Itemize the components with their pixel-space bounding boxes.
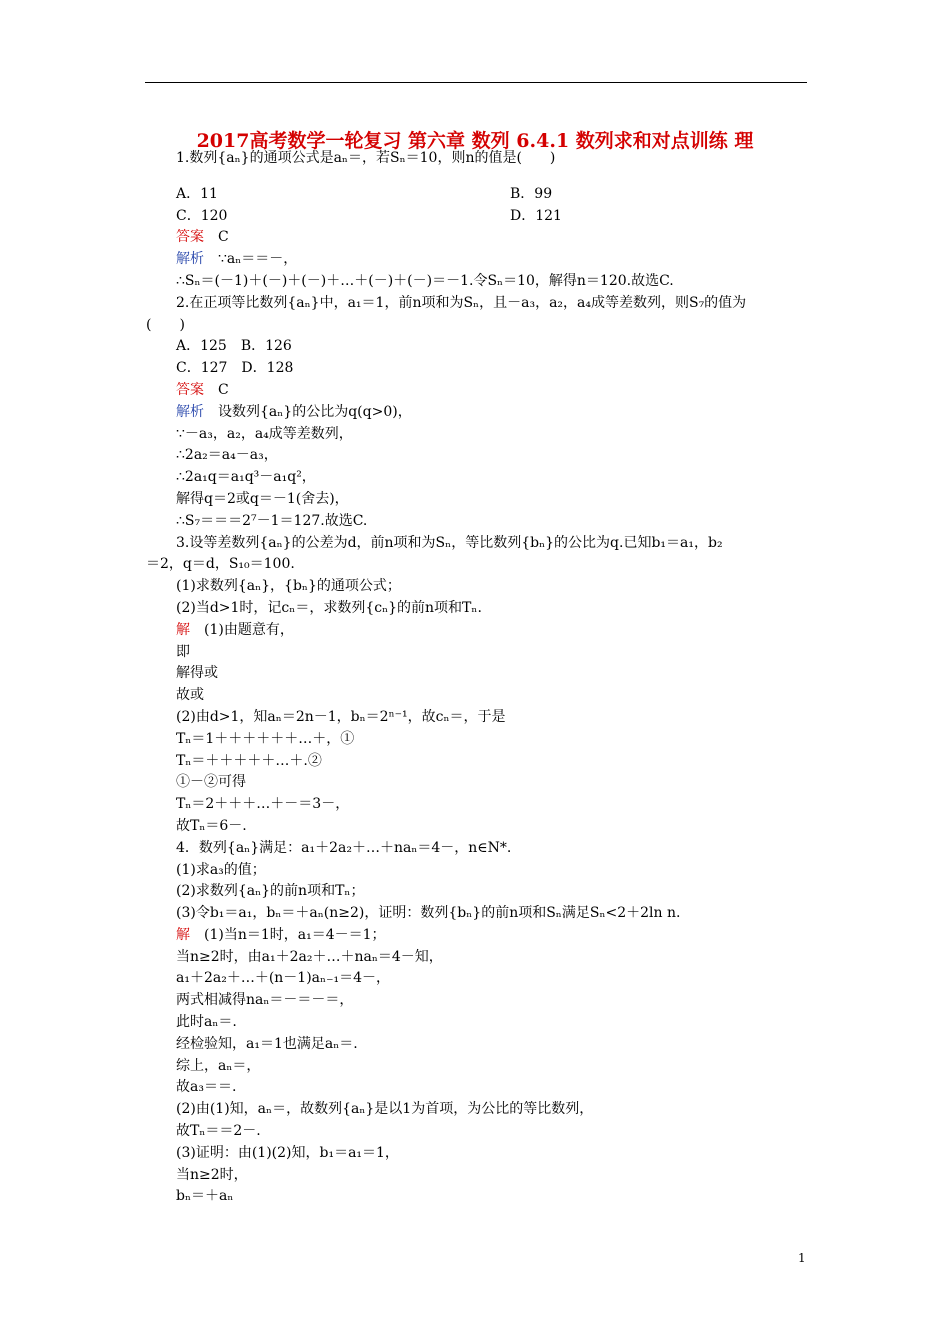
q3-part: (2)当d>1时，记cₙ＝，求数列{cₙ}的前n项和Tₙ. — [176, 599, 482, 616]
q1-option-a: A．11 — [176, 185, 218, 202]
analysis-label: 解析 — [176, 403, 204, 420]
q2-line: ∴2a₂＝a₄－a₃， — [176, 447, 278, 464]
document-title: 2017高考数学一轮复习 第六章 数列 6.4.1 数列求和对点训练 理 — [196, 130, 754, 152]
q2-analysis — [176, 402, 816, 424]
answer-value: C — [218, 229, 229, 246]
q3-line: (2)由d>1，知aₙ＝2n－1，bₙ＝2ⁿ⁻¹，故cₙ＝，于是 — [176, 708, 506, 725]
q4-line: 当n≥2时， — [176, 1166, 248, 1183]
analysis-text: ∵aₙ＝＝－， — [218, 251, 298, 268]
q2-options-cd: C．127 D．128 — [176, 360, 294, 377]
q3-line: Tₙ＝2＋＋＋…＋－＝3－， — [176, 796, 350, 813]
solution-text: (1)当n＝1时，a₁＝4－＝1； — [204, 926, 386, 943]
q3-line: 故或 — [176, 687, 204, 704]
q2-answer — [176, 380, 816, 402]
q3-line: 解得或 — [176, 665, 218, 682]
q1-stem: 1.数列{aₙ}的通项公式是aₙ＝，若Sₙ＝10，则n的值是( ) — [176, 150, 556, 166]
q2-stem-cont: ( ) — [146, 316, 185, 333]
q4-line: a₁＋2a₂＋…＋(n－1)aₙ₋₁＝4－， — [176, 970, 390, 987]
q2-line: ∴2a₁q＝a₁q³－a₁q²， — [176, 469, 316, 486]
q4-line: bₙ＝＋aₙ — [176, 1188, 234, 1205]
header-rule — [145, 82, 807, 83]
q4-part: (3)令b₁＝a₁，bₙ＝＋aₙ(n≥2)，证明：数列{bₙ}的前n项和Sₙ满足Sₙ<2＋2ln n. — [176, 905, 681, 922]
q4-line: 故a₃＝＝. — [176, 1079, 237, 1096]
q3-stem-cont: ＝2，q＝d，S₁₀＝100. — [146, 556, 295, 573]
q4-line: 综上，aₙ＝， — [176, 1057, 261, 1074]
q2-options-ab: A．125 B．126 — [176, 338, 292, 355]
q1-answer — [176, 227, 816, 249]
q4-line: 经检验知，a₁＝1也满足aₙ＝. — [176, 1035, 358, 1052]
answer-label: 答案 — [176, 229, 204, 246]
q3-line: Tₙ＝＋＋＋＋＋…＋.② — [176, 752, 322, 769]
q1-line: ∴Sₙ＝(－1)＋(－)＋(－)＋…＋(－)＋(－)＝－1.令Sₙ＝10，解得n＝120.故选C. — [176, 272, 674, 289]
q3-part: (1)求数列{aₙ}，{bₙ}的通项公式； — [176, 578, 401, 595]
q4-part: (1)求a₃的值； — [176, 861, 266, 878]
page-number: 1 — [798, 1251, 806, 1265]
answer-value: C — [218, 381, 229, 398]
analysis-label: 解析 — [176, 251, 204, 268]
q4-line: 两式相减得naₙ＝－＝－＝， — [176, 992, 354, 1009]
q2-stem: 2.在正项等比数列{aₙ}中，a₁＝1，前n项和为Sₙ，且－a₃，a₂，a₄成等差数列，则S₇的值为 — [176, 294, 747, 311]
q2-line: 解得q＝2或q＝－1(舍去)， — [176, 490, 349, 507]
q4-line: (2)由(1)知，aₙ＝，故数列{aₙ}是以1为首项，为公比的等比数列， — [176, 1101, 594, 1118]
q4-solution — [176, 925, 816, 947]
q1-option-b: B．99 — [510, 185, 553, 202]
q1-option-d: D．121 — [510, 207, 562, 224]
q3-line: Tₙ＝1＋＋＋＋＋＋…＋，① — [176, 730, 355, 747]
document-body — [146, 148, 816, 1208]
q3-stem: 3.设等差数列{aₙ}的公差为d，前n项和为Sₙ，等比数列{bₙ}的公比为q.已知b₁＝a₁，b₂ — [176, 534, 723, 551]
q3-line: 即 — [176, 643, 190, 660]
q4-part: (2)求数列{aₙ}的前n项和Tₙ； — [176, 883, 365, 900]
solution-text: (1)由题意有， — [204, 621, 294, 638]
q3-solution — [176, 620, 816, 642]
q4-stem: 4．数列{aₙ}满足：a₁＋2a₂＋…＋naₙ＝4－，n∈N*. — [176, 839, 512, 856]
q1-analysis — [176, 249, 816, 271]
solution-label: 解 — [176, 926, 190, 943]
solution-label: 解 — [176, 621, 190, 638]
q1-option-c: C．120 — [176, 207, 228, 224]
q1-options-row2 — [176, 206, 816, 228]
q4-line: (3)证明：由(1)(2)知，b₁＝a₁＝1， — [176, 1144, 399, 1161]
q4-line: 故Tₙ＝＝2－. — [176, 1123, 261, 1140]
q2-line: ∴S₇＝＝＝2⁷－1＝127.故选C. — [176, 512, 368, 529]
q3-line: 故Tₙ＝6－. — [176, 817, 247, 834]
q2-line: ∵－a₃，a₂，a₄成等差数列， — [176, 425, 353, 442]
q4-line: 当n≥2时，由a₁＋2a₂＋…＋naₙ＝4－知， — [176, 948, 443, 965]
analysis-text: 设数列{aₙ}的公比为q(q>0)， — [218, 403, 412, 420]
q3-line: ①－②可得 — [176, 774, 246, 791]
q4-line: 此时aₙ＝. — [176, 1014, 237, 1031]
q1-options-row1 — [176, 184, 816, 206]
answer-label: 答案 — [176, 381, 204, 398]
